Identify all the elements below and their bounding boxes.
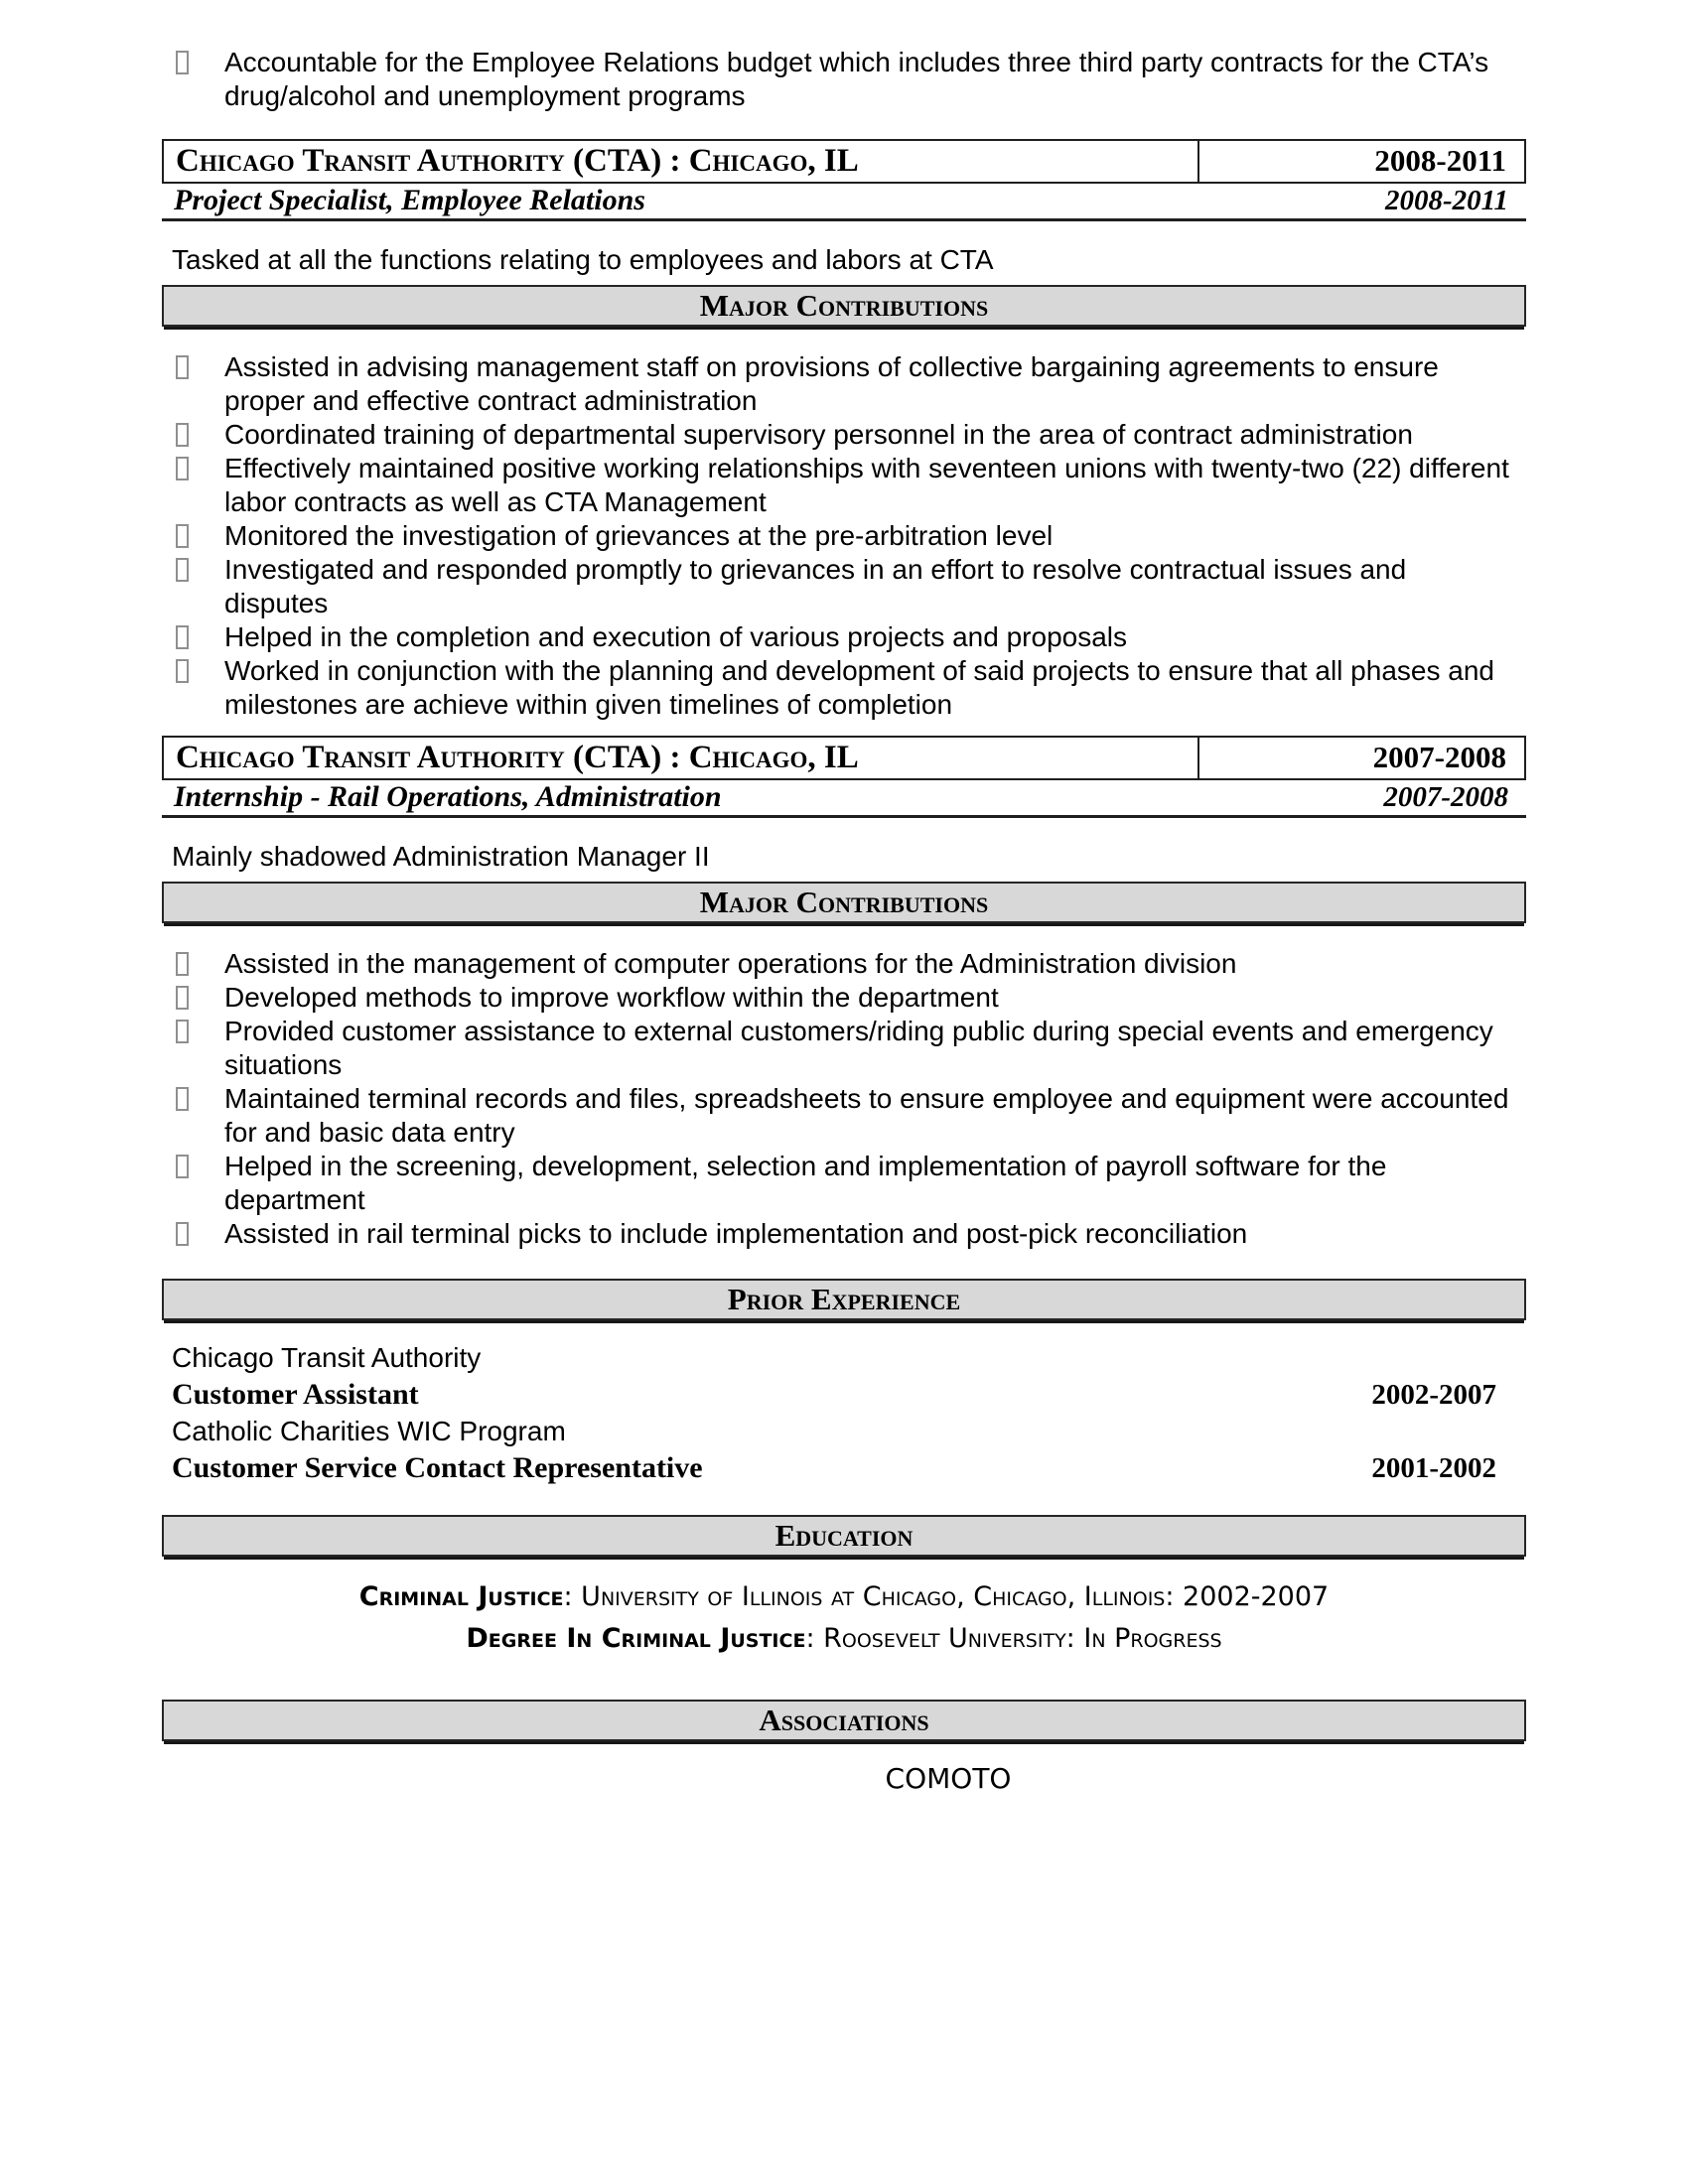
contributions-list [162,947,1526,1251]
company-name: Chicago Transit Authority (CTA) : Chicago, IL [164,141,1199,182]
education-degree: Degree In Criminal Justice [466,1623,806,1654]
bullet-text: Assisted in rail terminal picks to include implementation and post-pick reconciliation [224,1218,1248,1249]
missing-glyph-bullet-icon [176,457,189,480]
bullet-text: Investigated and responded promptly to grievances in an effort to resolve contractual issues and disputes [224,554,1407,618]
bullet-text: Worked in conjunction with the planning and development of said projects to ensure that all phases and milestones are achieve within given timelines of completion [224,655,1494,720]
education-block [162,1576,1526,1660]
prior-role: Customer Service Contact Representative [172,1451,703,1484]
job-header-row-title [162,184,1526,221]
list-item [162,452,1526,519]
bullet-text: Maintained terminal records and files, spreadsheets to ensure employee and equipment were accounted for and basic data entry [224,1083,1509,1148]
list-item [162,1015,1526,1082]
list-item [162,1217,1526,1251]
carryover-bullet-list [162,46,1526,113]
bullet-text: Assisted in the management of computer operations for the Administration division [224,948,1237,979]
missing-glyph-bullet-icon [176,986,189,1010]
missing-glyph-bullet-icon [176,659,189,683]
missing-glyph-bullet-icon [176,558,189,582]
job-header [162,139,1526,221]
bullet-text: Monitored the investigation of grievances at the pre-arbitration level [224,520,1054,551]
bullet-text: Helped in the screening, development, selection and implementation of payroll software for the department [224,1151,1387,1215]
bullet-text: Helped in the completion and execution of various projects and proposals [224,621,1128,652]
prior-org: Chicago Transit Authority [172,1342,482,1373]
missing-glyph-bullet-icon [176,1155,189,1178]
job-title-years: 2007-2008 [1383,781,1508,813]
bullet-text: Provided customer assistance to external customers/riding public during special events and emergency situations [224,1016,1493,1080]
missing-glyph-bullet-icon [176,952,189,976]
missing-glyph-bullet-icon [176,625,189,649]
list-item [162,620,1526,654]
missing-glyph-bullet-icon [176,1222,189,1246]
company-years: 2008-2011 [1374,143,1506,178]
missing-glyph-bullet-icon [176,355,189,379]
list-item [162,519,1526,553]
missing-glyph-bullet-icon [176,51,189,74]
bullet-text: Developed methods to improve workflow within the department [224,982,999,1013]
section-bar-major-contributions: Major Contributions [162,285,1526,327]
section-bar-major-contributions: Major Contributions [162,882,1526,923]
job-summary: Tasked at all the functions relating to employees and labors at CTA [172,244,994,275]
job-header-row-company [162,139,1526,184]
prior-role-row [172,1449,1526,1487]
section-bar-education: Education [162,1515,1526,1557]
list-item [162,981,1526,1015]
job-header-row-title [162,780,1526,818]
missing-glyph-bullet-icon [176,1020,189,1043]
prior-years: 2002-2007 [1371,1379,1496,1411]
prior-org: Catholic Charities WIC Program [172,1416,566,1446]
bullet-text: Coordinated training of departmental supervisory personnel in the area of contract administration [224,419,1413,450]
education-line [162,1618,1526,1660]
list-item [162,418,1526,452]
list-item [162,947,1526,981]
education-detail: : Roosevelt University: In Progress [805,1623,1222,1654]
section-bar-prior-experience: Prior Experience [162,1279,1526,1320]
prior-years: 2001-2002 [1371,1452,1496,1484]
bullet-text: Effectively maintained positive working relationships with seventeen unions with twenty-two (22) different labor contracts as well as CTA Management [224,453,1509,517]
job-title: Internship - Rail Operations, Administration [174,780,722,813]
prior-role: Customer Assistant [172,1378,419,1411]
contributions-list [162,350,1526,722]
education-degree: Criminal Justice [358,1581,564,1612]
missing-glyph-bullet-icon [176,423,189,447]
education-detail: : University of Illinois at Chicago, Chicago, Illinois: 2002-2007 [563,1581,1330,1612]
list-item [162,350,1526,418]
bullet-text: Accountable for the Employee Relations budget which includes three third party contracts for the CTA’s drug/alcohol and unemployment programs [224,47,1489,111]
prior-role-row [172,1376,1526,1414]
bullet-text: Assisted in advising management staff on provisions of collective bargaining agreements to ensure proper and effective contract administration [224,351,1439,416]
missing-glyph-bullet-icon [176,1087,189,1111]
company-years: 2007-2008 [1372,740,1506,774]
list-item [162,46,1526,113]
association-name: COMOTO [885,1762,1012,1795]
job-title-years: 2008-2011 [1384,185,1508,216]
missing-glyph-bullet-icon [176,524,189,548]
job-header [162,736,1526,818]
list-item [162,1082,1526,1150]
job-title: Project Specialist, Employee Relations [174,184,645,216]
company-name: Chicago Transit Authority (CTA) : Chicago, IL [164,738,1199,778]
education-line [162,1576,1526,1618]
job-header-row-company [162,736,1526,780]
list-item [162,553,1526,620]
prior-experience-block [162,1340,1526,1487]
list-item [162,654,1526,722]
job-summary: Mainly shadowed Administration Manager II [172,841,710,872]
section-bar-associations: Associations [162,1700,1526,1741]
list-item [162,1150,1526,1217]
